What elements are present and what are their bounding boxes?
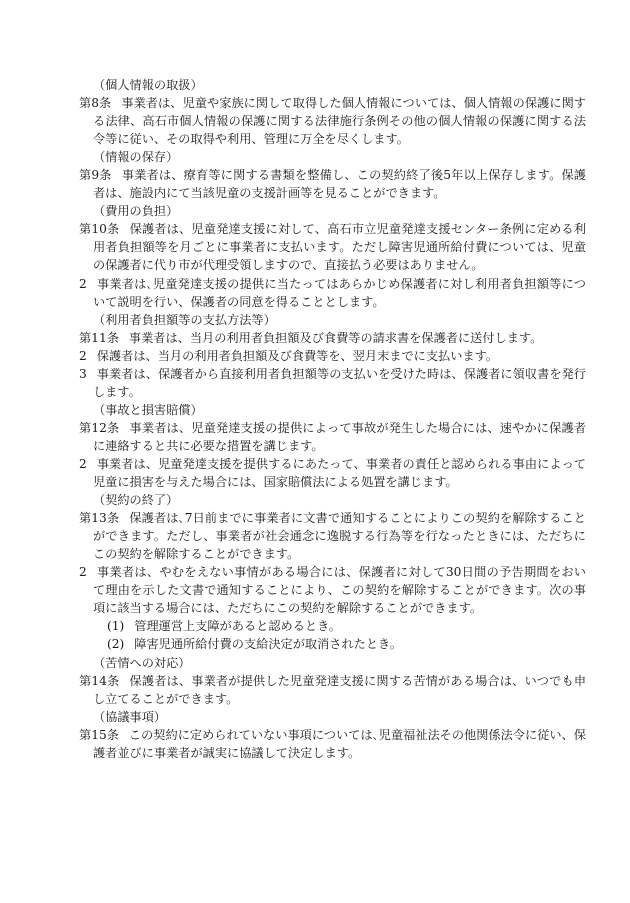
article-paragraph — [79, 726, 586, 762]
sub-item-number: (1) — [107, 619, 125, 634]
section-heading: （協議事項） — [93, 709, 167, 724]
clause-paragraph — [79, 347, 586, 365]
article-number: 第13条 — [79, 511, 120, 526]
sub-item-number: (2) — [107, 637, 125, 652]
section-heading: （費用の負担） — [93, 204, 179, 219]
sub-item-text: 管理運営上支障があると認めるとき。 — [134, 619, 341, 634]
clause-text: 事業者は、児童発達支援を提供するにあたって、事業者の責任と認められる事由によって児童に損害を与えた場合には、国家賠償法による処置を講じます。 — [93, 456, 586, 490]
sub-item-text: 障害児通所給付費の支給決定が取消されたとき。 — [134, 637, 402, 652]
clause-number: 3 — [79, 366, 87, 381]
article-paragraph — [79, 94, 586, 148]
clause-number: 2 — [79, 456, 87, 471]
article-number: 第15条 — [79, 727, 119, 742]
article-number: 第8条 — [79, 96, 112, 111]
article-number: 第11条 — [79, 330, 119, 345]
article-number: 第9条 — [79, 168, 112, 183]
section-heading: （事故と損害賠償） — [93, 402, 203, 417]
article-paragraph — [79, 419, 586, 455]
article-text: 事業者は、当月の利用者負担額及び食費等の請求書を保護者に送付します。 — [128, 330, 543, 345]
clause-paragraph — [79, 275, 586, 311]
article-number: 第10条 — [79, 222, 120, 237]
clause-number: 2 — [79, 348, 87, 363]
article-text: 事業者は、児童発達支援の提供によって事故が発生した場合には、速やかに保護者に連絡すると共に必要な措置を講じます。 — [93, 420, 587, 453]
clause-text: 事業者は、保護者から直接利用者負担額等の支払いを受けた時は、保護者に領収書を発行します。 — [93, 366, 586, 399]
article-number: 第14条 — [79, 673, 120, 688]
section-heading: （契約の終了） — [93, 493, 179, 508]
article-text: 事業者は、児童や家族に関して取得した個人情報については、個人情報の保護に関する法律、高石市個人情報の保護に関する法律施行条例その他の個人情報の保護に関する法令等に従い、その取得や利用、管理に万全を尽くします。 — [93, 96, 586, 147]
article-number: 第12条 — [79, 420, 120, 435]
article-text: 保護者は、事業者が提供した児童発達支援に関する苦情がある場合は、いつでも申し立てることができます。 — [93, 673, 587, 706]
article-text: 保護者は、児童発達支援に対して、高石市立児童発達支援センター条例に定める利用者負担額等を月ごとに事業者に支払います。ただし障害児通所給付費については、児童の保護者に代り市が代理受領しますので、直接払う必要はありません。 — [93, 222, 586, 273]
article-paragraph — [79, 166, 586, 202]
article-paragraph — [79, 509, 586, 563]
clause-text: 保護者は、当月の利用者負担額及び食費等を、翌月末までに支払います。 — [96, 348, 498, 363]
section-heading: （情報の保存） — [93, 150, 179, 165]
section-heading: （利用者負担額等の支払方法等） — [93, 312, 276, 327]
section-heading: （苦情への対応） — [93, 655, 191, 670]
article-text: この契約に定められていない事項については､児童福祉法その他関係法令に従い、保護者並びに事業者が誠実に協議して決定します。 — [93, 727, 586, 760]
article-paragraph — [79, 672, 586, 708]
clause-paragraph — [79, 563, 586, 617]
clause-text: 事業者は、やむをえない事情がある場合には、保護者に対して30日間の予告期間をおいて理由を示した文書で通知することにより、この契約を解除することができます。次の事項に該当する場合には、ただちにこの契約を解除することができます。 — [93, 565, 586, 616]
sub-item — [79, 635, 586, 653]
article-paragraph — [79, 329, 586, 347]
article-text: 事業者は、療育等に関する書類を整備し、この契約終了後5年以上保存します。保護者は、施設内にて当該児童の支援計画等を見ることができます。 — [93, 168, 586, 201]
clause-number: 2 — [79, 565, 87, 580]
sub-item — [79, 617, 586, 635]
article-text: 保護者は､7日前までに事業者に文書で通知することによりこの契約を解除することができます。ただし、事業者が社会通念に逸脱する行為等を行なったときには、ただちにこの契約を解除することができます。 — [93, 511, 586, 562]
clause-paragraph — [79, 455, 586, 491]
article-paragraph — [79, 220, 586, 274]
clause-number: 2 — [79, 276, 87, 291]
clause-paragraph — [79, 365, 586, 401]
section-heading: （個人情報の取扱） — [93, 78, 203, 92]
clause-text: 事業者は､児童発達支援の提供に当たってはあらかじめ保護者に対し利用者負担額等について説明を行い、保護者の同意を得ることとします。 — [93, 276, 586, 309]
